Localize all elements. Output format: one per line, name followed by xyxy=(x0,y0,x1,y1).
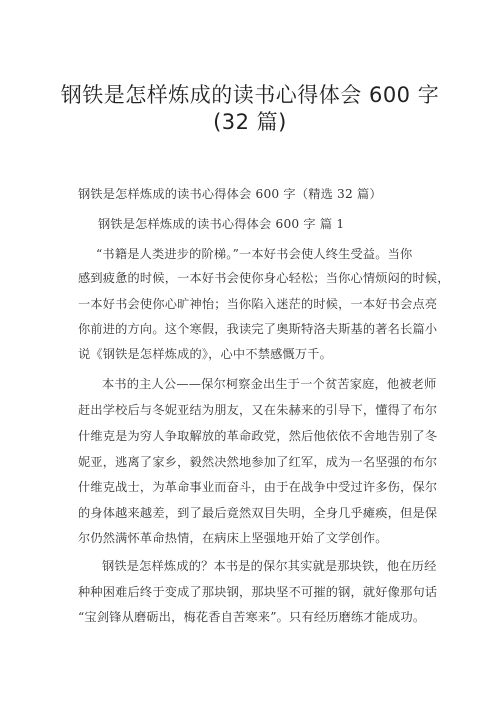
paragraph-line: 尔仍然满怀革命热情，在病床上坚强地开始了文学创作。 xyxy=(78,531,388,545)
paragraph-line: 什维克战士，为革命事业而奋斗，由于在战争中受过许多伤，保尔 xyxy=(78,480,438,494)
paragraph-line: 一本好书会使你心旷神怡；当你陷入迷茫的时候，一本好书会点亮 xyxy=(78,297,438,311)
paragraph-line: 妮亚，逃离了家乡，毅然决然地参加了红军，成为一名坚强的布尔 xyxy=(78,455,438,469)
paragraph-line: “书籍是人类进步的阶梯。”一本好书会使人终生受益。当你 xyxy=(96,247,413,261)
document-subtitle: 钢铁是怎样炼成的读书心得体会 600 字（精选 32 篇） xyxy=(78,187,382,201)
paragraph-line: 什维克是为穷人争取解放的革命政党，然后他依依不舍地告别了冬 xyxy=(78,429,438,443)
paragraph-line: 感到疲惫的时候，一本好书会使你身心轻松；当你心情烦闷的时候， xyxy=(78,271,450,285)
paragraph-line: 你前进的方向。这个寒假，我读完了奥斯特洛夫斯基的著名长篇小 xyxy=(78,322,438,336)
section-heading: 钢铁是怎样炼成的读书心得体会 600 字 篇 1 xyxy=(98,217,345,231)
document-title-line2: (32 篇) xyxy=(213,110,287,134)
paragraph-line: “宝剑锋从磨砺出，梅花香自苦寒来”。只有经历磨练才能成功。 xyxy=(78,610,426,624)
paragraph-line: 本书的主人公——保尔柯察金出生于一个贫苦家庭，他被老师 xyxy=(102,377,437,391)
paragraph-line: 钢铁是怎样炼成的？本书是的保尔其实就是那块铁，他在历经 xyxy=(102,559,437,573)
paragraph-line: 说《钢铁是怎样炼成的》，心中不禁感慨万千。 xyxy=(78,347,333,361)
paragraph-line: 的身体越来越差，到了最后竟然双目失明，全身几乎瘫痪，但是保 xyxy=(78,506,438,520)
paragraph-line: 种种困难后终于变成了那块钢，那块坚不可摧的钢，就好像那句话 xyxy=(78,585,438,599)
paragraph-line: 赶出学校后与冬妮亚结为朋友，又在朱赫来的引导下，懂得了布尔 xyxy=(78,403,438,417)
document-title-line1: 钢铁是怎样炼成的读书心得体会 600 字 xyxy=(60,83,440,107)
